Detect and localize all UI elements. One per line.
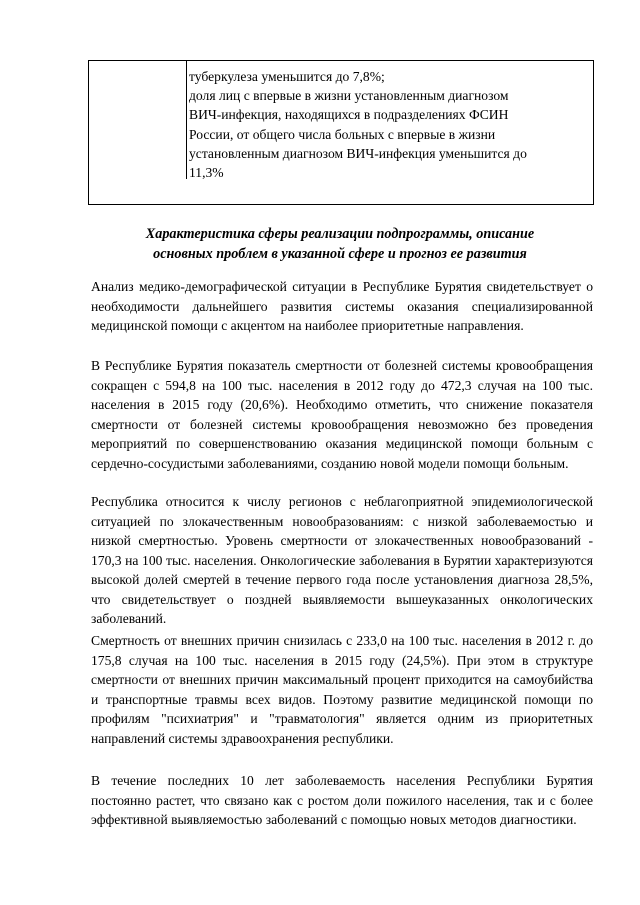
table-cell-line: России, от общего числа больных с впервые в жизни (189, 126, 496, 142)
table-cell-line: установленным диагнозом ВИЧ-инфекция уменьшится до (189, 145, 527, 161)
paragraph: Республика относится к числу регионов с неблагоприятной эпидемиологической ситуацией по злокачественным новообразованиям: с низкой заболеваемостью и низкой смертностью. Уровень смертности от злокачественных новообразований - 170,3 на 100 тыс. населения. Онкологические заболевания в Бурятии характеризуются высокой долей смертей в течение первого года после установления диагноза 28,5%, что свидетельствует о поздней выявляемости вышеуказанных онкологических заболеваний. (91, 494, 593, 626)
table-cell-line: ВИЧ-инфекция, находящихся в подразделениях ФСИН (189, 107, 509, 123)
table-cell-text (189, 67, 587, 182)
table-cell-line: доля лиц с впервые в жизни установленным диагнозом (189, 88, 509, 104)
paragraph: Анализ медико-демографической ситуации в Республике Бурятия свидетельствует о необходимости дальнейшего развития системы оказания специализированной медицинской помощи с акцентом на наиболее приоритетные направления. (91, 279, 593, 333)
paragraph: В Республике Бурятия показатель смертности от болезней системы кровообращения сокращен с 594,8 на 100 тыс. населения в 2012 году до 472,3 случая на 100 тыс. населения в 2015 году (20,6%). Необходимо отметить, что снижение показателя смертности от болезней системы кровообращения невозможно без проведения мероприятий по совершенствованию оказания медицинской помощи больным с сердечно-сосудистыми заболеваниями, созданию новой модели помощи больным. (91, 358, 593, 471)
table-column-divider (186, 61, 187, 179)
section-title (80, 224, 600, 264)
section-title-line: Характеристика сферы реализации подпрограммы, описание (145, 226, 535, 242)
paragraph: В течение последних 10 лет заболеваемость населения Республики Бурятия постоянно растет, что связано как с ростом доли пожилого населения, так и с более эффективной выявляемостью заболеваний с помощью новых методов диагностики. (91, 773, 593, 827)
table-continuation (88, 60, 594, 205)
table-cell-line: туберкулеза уменьшится до 7,8%; (189, 69, 385, 84)
section-title-line: основных проблем в указанной сфере и прогноз ее развития (153, 246, 527, 262)
paragraph: Смертность от внешних причин снизилась с 233,0 на 100 тыс. населения в 2012 г. до 175,8 случая на 100 тыс. населения в 2015 году (24,5%). При этом в структуре смертности от внешних причин максимальный процент приходится на самоубийства и транспортные травмы всех видов. Поэтому развитие медицинской помощи по профилям "психиатрия" и "травматология" является одним из приоритетных направлений системы здравоохранения республики. (91, 633, 593, 746)
table-cell-line: 11,3% (189, 165, 224, 181)
